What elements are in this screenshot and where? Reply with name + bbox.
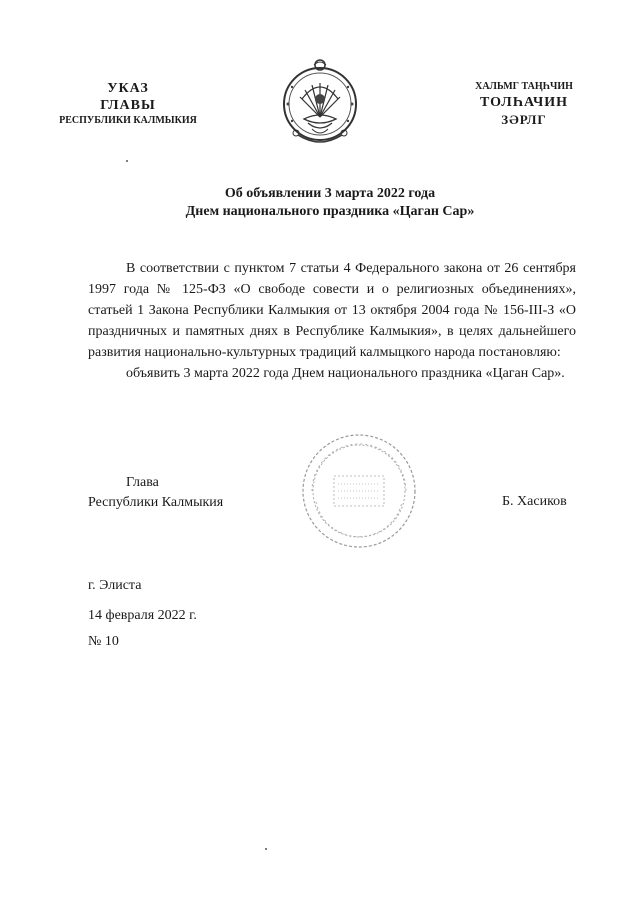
signatory-title-line-2: Республики Калмыкия: [88, 495, 224, 510]
decree-number: № 10: [88, 634, 119, 649]
kalmykia-coat-of-arms-icon: [278, 57, 362, 151]
body-paragraph-2: объявить 3 марта 2022 года Днем национального праздника «Цаган Сар».: [126, 366, 565, 381]
body-paragraph-1: В соответствии с пунктом 7 статьи 4 Федерального закона от 26 сентября 1997 года № 125-ФЗ «О свободе совести и о религиозных объединениях», статьей 1 Закона Республики Калмыкия от 13 октября 2004 года № 156-III-З «О праздничных и памятных днях в Республике Калмыкия», в целях дальнейшего развития национально-культурных традиций калмыцкого народа постановляю:: [88, 261, 576, 360]
signatory-name: Б. Хасиков: [502, 494, 567, 509]
header-right-block: [444, 80, 604, 128]
signatory-title: [88, 473, 223, 513]
decree-label: УКАЗ: [107, 81, 149, 96]
scan-speck: [126, 160, 128, 162]
head-label: ГЛАВЫ: [100, 98, 156, 113]
signatory-title-line-1: Глава: [126, 475, 159, 490]
issue-date: 14 февраля 2022 г.: [88, 608, 197, 623]
kalmyk-decree-label: ЗӘРЛГ: [501, 112, 547, 127]
republic-label: РЕСПУБЛИКИ КАЛМЫКИЯ: [59, 115, 197, 126]
official-seal-stamp-icon: [300, 432, 418, 550]
scan-speck: [265, 848, 267, 850]
title-line-2: Днем национального праздника «Цаган Сар»: [185, 204, 475, 219]
title-line-1: Об объявлении 3 марта 2022 года: [224, 186, 436, 201]
document-title: [80, 185, 580, 221]
kalmyk-republic-label: ХАЛЬМГ ТАҢҺЧИН: [475, 81, 573, 92]
decree-body: [88, 258, 576, 384]
kalmyk-head-label: ТОЛҺАЧИН: [479, 95, 569, 110]
header-left-block: [40, 80, 216, 128]
place-of-issue: г. Элиста: [88, 578, 142, 593]
